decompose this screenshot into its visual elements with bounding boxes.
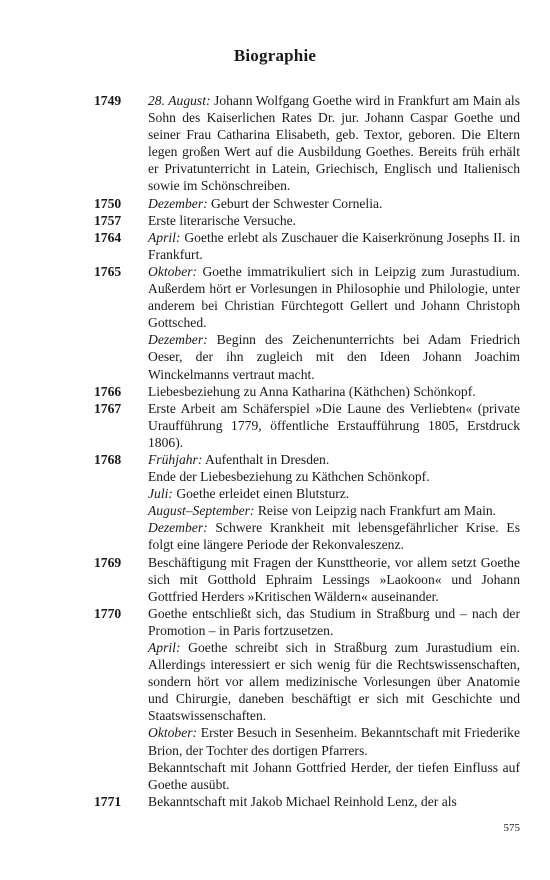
date-label: Juli:	[148, 486, 173, 502]
chronology-entry	[94, 212, 520, 229]
date-label: Frühjahr:	[148, 451, 203, 467]
entry-text	[148, 554, 520, 605]
entry-text-run: Erste literarische Versuche.	[148, 212, 297, 228]
entry-year: 1757	[94, 212, 122, 228]
chronology-entry	[94, 605, 520, 793]
date-label: Dezember:	[148, 520, 208, 536]
date-label: Dezember:	[148, 195, 208, 211]
entry-paragraph	[148, 793, 520, 810]
entry-paragraph	[148, 468, 520, 485]
entry-paragraph	[148, 263, 520, 331]
entry-paragraph	[148, 451, 520, 468]
page-title: Biographie	[233, 46, 317, 65]
entry-paragraph	[148, 212, 520, 229]
entry-paragraph	[148, 554, 520, 605]
entry-text-run: Goethe erleidet einen Blutsturz.	[172, 486, 350, 502]
entry-paragraph	[148, 195, 520, 212]
entry-paragraph	[148, 519, 520, 553]
entry-text	[148, 605, 520, 793]
entry-text-run: Goethe schreibt sich in Straßburg zum Jurastudium ein. Allerdings interessiert er sich wenig für die Rechtswissenschaften, sondern hört vor allem medizinische Vorlesungen über Anatomie und Chirurgie, daneben beschäftigt er sich mit Geschichte und Staatswissenschaften.	[148, 640, 520, 724]
chronology-entry	[94, 92, 520, 195]
entry-paragraph	[148, 485, 520, 502]
entry-year: 1764	[94, 229, 122, 245]
date-label: 28. August:	[148, 93, 211, 108]
entry-paragraph	[148, 92, 520, 195]
date-label: April:	[148, 640, 181, 655]
entry-text-run: Beginn des Zeichenunterrichts bei Adam Friedrich Oeser, der ihn zugleich mit den Ideen Johann Joachim Winckelmanns vertraut macht.	[148, 332, 520, 382]
entry-paragraph	[148, 724, 520, 758]
entry-text	[148, 195, 520, 212]
entry-year: 1750	[94, 195, 122, 211]
date-label: Dezember:	[148, 332, 208, 348]
entry-text	[148, 263, 520, 383]
entry-text	[148, 212, 520, 229]
entry-text-run: Goethe immatrikuliert sich in Leipzig zum Jurastudium. Außerdem hört er Vorlesungen in Philosophie und Philologie, unter anderem bei Christian Fürchtegott Gellert und Johann Christoph Gottsched.	[148, 263, 520, 331]
entry-text	[148, 793, 520, 810]
date-label: Oktober:	[148, 263, 198, 279]
entry-text-run: Bekanntschaft mit Jakob Michael Reinhold Lenz, der als	[148, 793, 457, 809]
entry-text-run: Goethe entschließt sich, das Studium in Straßburg und – nach der Promotion – in Paris fortzusetzen.	[148, 605, 520, 638]
chronology-entry	[94, 383, 520, 400]
chronology-entry	[94, 263, 520, 383]
entry-year: 1771	[94, 793, 122, 809]
chronology-entry	[94, 195, 520, 212]
entry-text-run: Bekanntschaft mit Johann Gottfried Herder, der tiefen Einfluss auf Goethe ausübt.	[148, 759, 520, 792]
entry-paragraph	[148, 759, 520, 793]
entry-text	[148, 451, 520, 554]
chronology-entry	[94, 793, 520, 810]
entry-year: 1770	[94, 605, 122, 621]
date-label: Oktober:	[148, 725, 198, 741]
chronology-list	[94, 92, 520, 810]
entry-text-run: Liebesbeziehung zu Anna Katharina (Käthchen) Schönkopf.	[148, 383, 476, 399]
entry-paragraph	[148, 229, 520, 263]
date-label: August–September:	[148, 503, 255, 519]
entry-paragraph	[148, 383, 520, 400]
entry-text-run: Beschäftigung mit Fragen der Kunsttheorie, vor allem setzt Goethe sich mit Gotthold Ephraim Lessings »Laokoon« und Johann Gottfried Herders »Kritischen Wäldern« auseinander.	[148, 554, 520, 604]
page-number: 575	[503, 822, 520, 834]
entry-year: 1749	[94, 93, 122, 108]
entry-text	[148, 383, 520, 400]
entry-paragraph	[148, 331, 520, 382]
entry-text-run: Reise von Leipzig nach Frankfurt am Main.	[254, 503, 497, 519]
entry-text-run: Johann Wolfgang Goethe wird in Frankfurt am Main als Sohn des Kaiserlichen Rates Dr. jur. Johann Caspar Goethe und seiner Frau Catharina Elisabeth, geb. Textor, geboren. Die Eltern legen großen Wert auf die Ausbildung Goethes. Bereits früh erhält er Privatunterricht in Latein, Griechisch, Englisch und Italienisch sowie im Schönschreiben.	[148, 93, 520, 194]
entry-text	[148, 92, 520, 195]
chronology-entry	[94, 400, 520, 451]
entry-text	[148, 229, 520, 263]
chronology-entry	[94, 229, 520, 263]
entry-paragraph	[148, 502, 520, 519]
entry-text-run: Schwere Krankheit mit lebensgefährlicher Krise. Es folgt eine längere Periode der Rekonvaleszenz.	[148, 520, 520, 553]
entry-year: 1768	[94, 451, 122, 467]
entry-year: 1765	[94, 263, 122, 279]
entry-text-run: Geburt der Schwester Cornelia.	[207, 195, 383, 211]
entry-year: 1767	[94, 400, 122, 416]
entry-text	[148, 400, 520, 451]
entry-year: 1769	[94, 554, 122, 570]
entry-text-run: Ende der Liebesbeziehung zu Käthchen Schönkopf.	[148, 469, 430, 485]
entry-paragraph	[148, 639, 520, 724]
chronology-entry	[94, 554, 520, 605]
entry-year: 1766	[94, 383, 122, 399]
entry-text-run: Goethe erlebt als Zuschauer die Kaiserkrönung Josephs II. in Frankfurt.	[148, 229, 520, 262]
entry-text-run: Aufenthalt in Dresden.	[202, 451, 330, 467]
date-label: April:	[148, 229, 181, 245]
entry-text-run: Erster Besuch in Sesenheim. Bekanntschaft mit Friederike Brion, der Tochter des dortigen Pfarrers.	[148, 725, 520, 758]
chronology-entry	[94, 451, 520, 554]
entry-paragraph	[148, 605, 520, 639]
entry-text-run: Erste Arbeit am Schäferspiel »Die Laune des Verliebten« (private Uraufführung 1779, öffentliche Erstaufführung 1805, Erstdruck 1806).	[148, 400, 520, 450]
entry-paragraph	[148, 400, 520, 451]
